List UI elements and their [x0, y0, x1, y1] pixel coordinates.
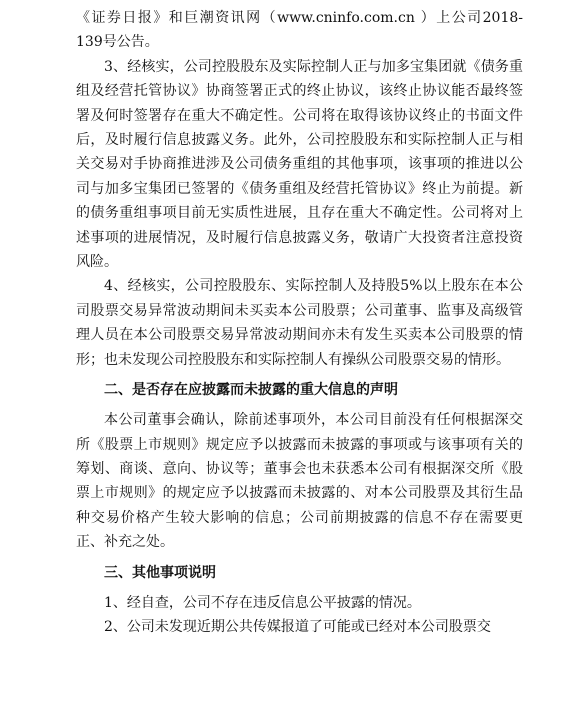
other-matter-item-1: 1、经自查，公司不存在违反信息公平披露的情况。: [104, 594, 421, 611]
other-matter-item-2: 2、公司未发现近期公共传媒报道了可能或已经对本公司股票交: [104, 618, 491, 635]
board-confirmation-paragraph: 本公司董事会确认，除前述事项外，本公司目前没有任何根据深交所《股票上市规则》规定应予以披露而未披露的事项或与该事项有关的筹划、商谈、意向、协议等；董事会也未获悉本公司有根据深交所《股票上市规则》的规定应予以披露而未披露的、对本公司股票及其衍生品种交易价格产生较大影响的信息；公司前期披露的信息不存在需要更正、补充之处。: [76, 412, 523, 551]
paragraph-item-3: 3、经核实，公司控股股东及实际控制人正与加多宝集团就《债务重组及经营托管协议》协商签署正式的终止协议，该终止协议能否最终签署及何时签署存在重大不确定性。公司将在取得该协议终止的书面文件后，及时履行信息披露义务。此外，公司控股股东和实际控制人正与相关交易对手协商推进涉及公司债务重组的其他事项，该事项的推进以公司与加多宝集团已签署的《债务重组及经营托管协议》终止为前提。新的债务重组事项目前无实质性进展，且存在重大不确定性。公司将对上述事项的进展情况，及时履行信息披露义务，敬请广大投资者注意投资风险。: [76, 58, 523, 271]
section-heading-3: 三、其他事项说明: [104, 564, 216, 581]
paragraph-item-4: 4、经核实，公司控股股东、实际控制人及持股5%以上股东在本公司股票交易异常波动期间未买卖本公司股票；公司董事、监事及高级管理人员在本公司股票交易异常波动期间亦未有发生买卖本公司股票的情形；也未发现公司控股股东和实际控制人有操纵公司股票交易的情形。: [76, 278, 523, 368]
announcement-reference-text: 《证券日报》和巨潮资讯网（www.cninfo.com.cn ）上公司2018-139号公告。: [76, 10, 523, 51]
section-heading-2: 二、是否存在应披露而未披露的重大信息的声明: [104, 382, 398, 399]
